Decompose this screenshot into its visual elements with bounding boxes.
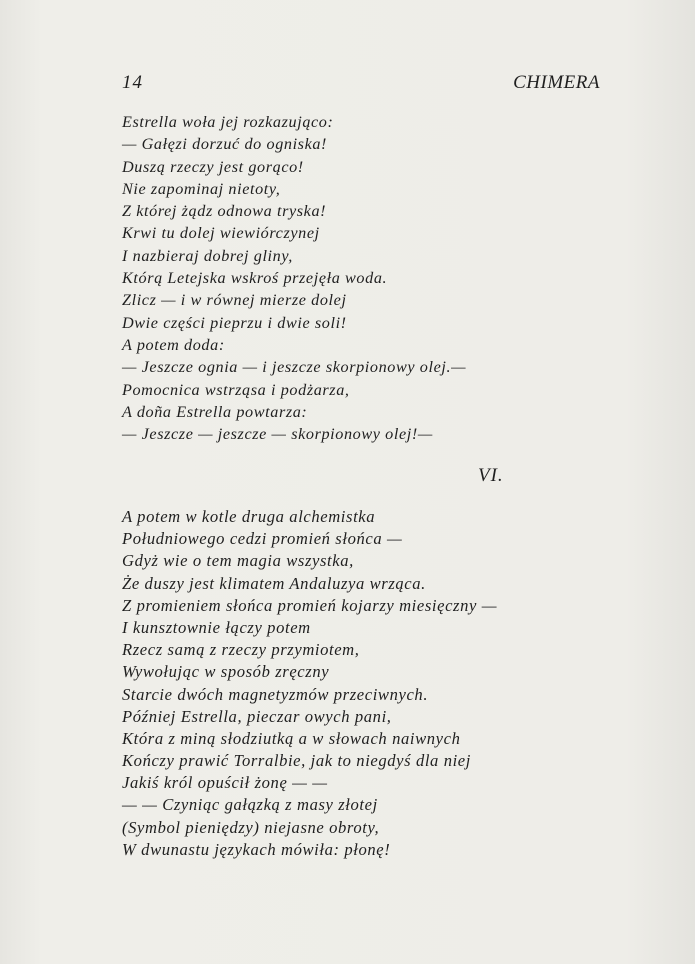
poem-line: Estrella woła jej rozkazująco: — [122, 113, 334, 131]
poem-line: Wywołując w sposób zręczny — [122, 662, 330, 682]
page-number: 14 — [122, 72, 143, 93]
poem-line: A potem doda: — [122, 335, 225, 354]
poem-line: I nazbieraj dobrej gliny, — [122, 246, 293, 265]
poem-line: A potem w kotle druga alchemistka — [122, 507, 376, 526]
poem-stanza-1 — [122, 111, 592, 445]
poem-line: Kończy prawić Torralbie, jak to niegdyś dla niej — [122, 751, 471, 771]
poem-line: Zlicz — i w równej mierze dolej — [122, 291, 347, 310]
poem-line: Nie zapominaj nietoty, — [122, 179, 281, 198]
poem-line: Którą Letejska wskroś przejęła woda. — [122, 269, 388, 288]
poem-line: Krwi tu dolej wiewiórczynej — [122, 224, 320, 243]
poem-line: Południowego cedzi promień słońca — — [122, 529, 403, 549]
section-numeral: VI. — [478, 465, 504, 486]
poem-line: W dwunastu językach mówiła: płonę! — [122, 839, 391, 859]
poem-line: A doña Estrella powtarza: — [122, 402, 308, 421]
poem-line: Rzecz samą z rzeczy przymiotem, — [122, 640, 360, 660]
poem-line: I kunsztownie łączy potem — [122, 617, 311, 637]
poem-line: Z promieniem słońca promień kojarzy miesięczny — — [122, 595, 498, 615]
page-header — [122, 72, 600, 98]
poem-line: Później Estrella, pieczar owych pani, — [122, 706, 392, 726]
poem-line: Że duszy jest klimatem Andaluzya wrząca. — [122, 573, 426, 593]
poem-line: — Jeszcze — jeszcze — skorpionowy olej!— — [122, 425, 433, 444]
poem-line: Duszą rzeczy jest gorąco! — [122, 157, 304, 176]
poem-line: Z której żądz odnowa tryska! — [122, 202, 327, 221]
poem-line: — Gałęzi dorzuć do ogniska! — [122, 135, 328, 154]
poem-line: Starcie dwóch magnetyzmów przeciwnych. — [122, 684, 429, 704]
poem-line: — Jeszcze ognia — i jeszcze skorpionowy olej.— — [122, 358, 467, 377]
poem-line: Pomocnica wstrząsa i podżarza, — [122, 380, 350, 399]
poem-line: Która z miną słodziutką a w słowach naiwnych — [122, 728, 461, 748]
poem-stanza-2 — [122, 506, 592, 861]
poem-line: — — Czyniąc gałązką z masy złotej — [122, 795, 378, 815]
poem-line: (Symbol pieniędzy) niejasne obroty, — [122, 817, 380, 837]
running-title: CHIMERA — [513, 72, 600, 93]
poem-line: Gdyż wie o tem magia wszystka, — [122, 551, 354, 571]
poem-line: Jakiś król opuścił żonę — — — [122, 773, 328, 793]
poem-line: Dwie części pieprzu i dwie soli! — [122, 313, 347, 332]
